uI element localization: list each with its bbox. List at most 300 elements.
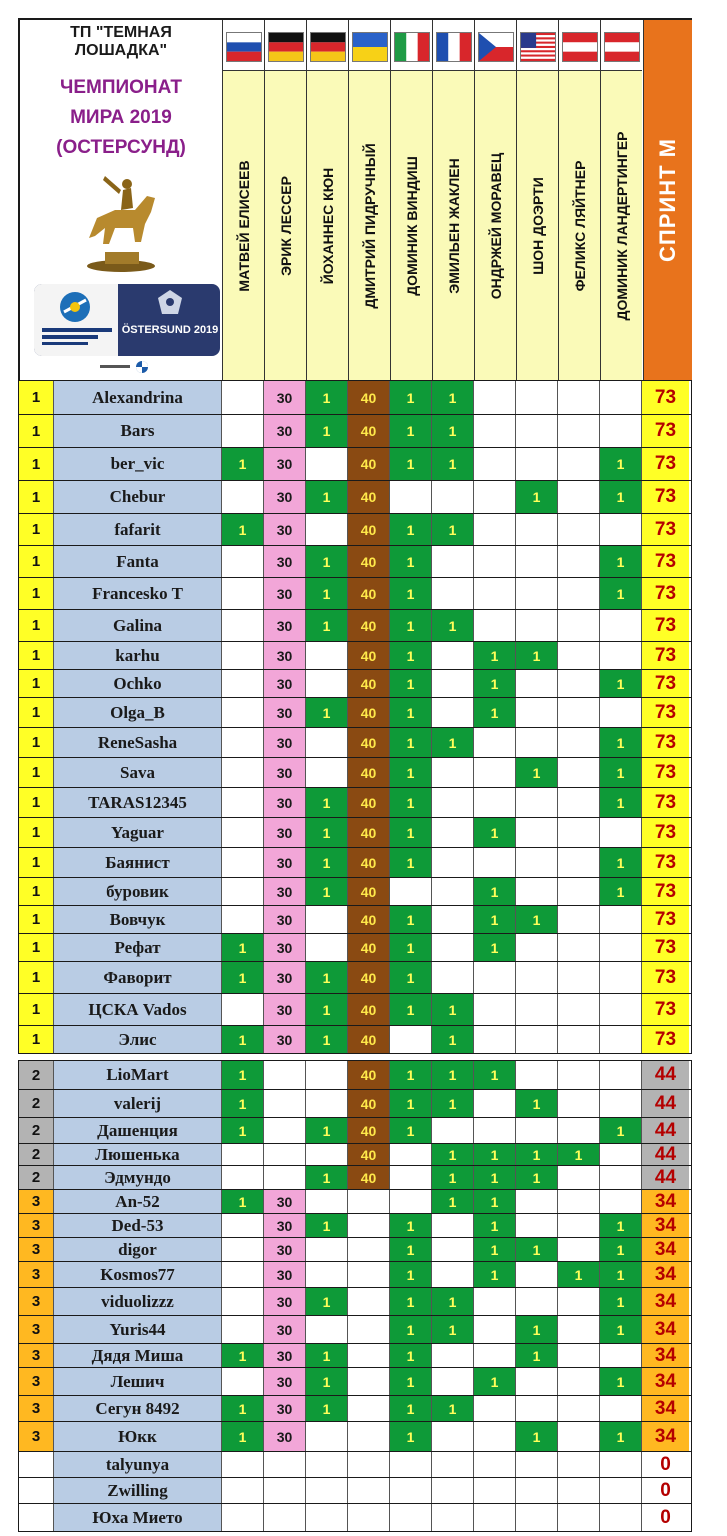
participant-name: Эдмундо: [54, 1166, 222, 1189]
empty-pick-cell: [222, 1166, 264, 1189]
table-row: [18, 514, 692, 546]
total-points: 34: [642, 1396, 689, 1421]
total-points: 34: [642, 1238, 689, 1261]
pick-points-cell: 1: [306, 415, 348, 447]
rank-cell: 2: [19, 1166, 54, 1189]
empty-pick-cell: [306, 758, 348, 787]
empty-pick-cell: [600, 1478, 642, 1503]
pick-points-cell: 1: [432, 514, 474, 545]
empty-pick-cell: [264, 1061, 306, 1089]
empty-pick-cell: [600, 1452, 642, 1477]
total-points: 73: [642, 610, 689, 641]
total-points: 0: [642, 1452, 689, 1477]
empty-pick-cell: [516, 610, 558, 641]
table-row: [18, 1090, 692, 1118]
participant-name: valerij: [54, 1090, 222, 1117]
athlete-column-header: [516, 20, 558, 380]
athlete-column-header: [306, 20, 348, 380]
empty-pick-cell: [222, 610, 264, 641]
pick-points-cell: 30: [264, 1214, 306, 1237]
sprint-label: СПРИНТ М: [655, 138, 680, 262]
pick-points-cell: 30: [264, 1422, 306, 1451]
empty-pick-cell: [474, 1118, 516, 1143]
pick-points-cell: 30: [264, 962, 306, 993]
athlete-name: ОНДРЖЕЙ МОРАВЕЦ: [487, 152, 504, 299]
empty-pick-cell: [222, 878, 264, 905]
participant-name: Вовчук: [54, 906, 222, 933]
empty-pick-cell: [516, 878, 558, 905]
table-row: [18, 1214, 692, 1238]
athlete-name: ЭРИК ЛЕССЕР: [277, 175, 294, 276]
participant-name: talyunya: [54, 1452, 222, 1477]
flag-fr-icon: [436, 32, 472, 62]
empty-pick-cell: [432, 1262, 474, 1287]
pick-points-cell: 1: [390, 1061, 432, 1089]
empty-pick-cell: [474, 415, 516, 447]
pick-points-cell: 1: [474, 698, 516, 727]
rank-cell: 1: [19, 1026, 54, 1053]
empty-pick-cell: [348, 1504, 390, 1531]
pick-points-cell: 40: [348, 848, 390, 877]
athlete-name-cell: [433, 70, 474, 380]
pick-points-cell: 30: [264, 934, 306, 961]
table-row: [18, 698, 692, 728]
empty-pick-cell: [222, 788, 264, 817]
empty-pick-cell: [222, 728, 264, 757]
empty-pick-cell: [516, 546, 558, 577]
pick-points-cell: 40: [348, 381, 390, 414]
athlete-column-header: [222, 20, 264, 380]
rank-cell: 3: [19, 1368, 54, 1395]
pick-points-cell: 40: [348, 962, 390, 993]
pick-points-cell: 1: [516, 1090, 558, 1117]
participant-name: Ochko: [54, 670, 222, 697]
empty-pick-cell: [516, 1368, 558, 1395]
participant-name: Francesko T: [54, 578, 222, 609]
table-row: [18, 481, 692, 514]
rank-cell: 2: [19, 1144, 54, 1165]
empty-pick-cell: [306, 1061, 348, 1089]
table-row: [18, 1262, 692, 1288]
empty-pick-cell: [558, 1166, 600, 1189]
empty-pick-cell: [558, 728, 600, 757]
empty-pick-cell: [558, 698, 600, 727]
empty-pick-cell: [516, 1214, 558, 1237]
total-points: 73: [642, 962, 689, 993]
empty-pick-cell: [516, 962, 558, 993]
empty-pick-cell: [558, 1316, 600, 1343]
horse-statue-icon: [75, 166, 167, 274]
total-points: 73: [642, 670, 689, 697]
pick-points-cell: 1: [390, 1214, 432, 1237]
ibu-logo-icon: [58, 290, 92, 324]
pick-points-cell: 1: [306, 818, 348, 847]
rank-cell: 1: [19, 728, 54, 757]
rank-cell: 3: [19, 1396, 54, 1421]
participant-name: karhu: [54, 642, 222, 669]
empty-pick-cell: [516, 578, 558, 609]
pick-points-cell: 1: [306, 1166, 348, 1189]
empty-pick-cell: [306, 1262, 348, 1287]
empty-pick-cell: [600, 1026, 642, 1053]
pick-points-cell: 1: [600, 670, 642, 697]
empty-pick-cell: [432, 1214, 474, 1237]
empty-pick-cell: [600, 1144, 642, 1165]
empty-pick-cell: [474, 1478, 516, 1503]
pick-points-cell: 30: [264, 698, 306, 727]
participant-name: Дашенция: [54, 1118, 222, 1143]
flag-ru-icon: [226, 32, 262, 62]
athlete-column-header: [558, 20, 600, 380]
pick-points-cell: 1: [432, 381, 474, 414]
rank-cell: 1: [19, 670, 54, 697]
empty-pick-cell: [306, 906, 348, 933]
empty-pick-cell: [600, 1504, 642, 1531]
pick-points-cell: 1: [516, 642, 558, 669]
table-row: [18, 818, 692, 848]
pick-points-cell: 1: [306, 1214, 348, 1237]
pick-points-cell: 1: [390, 994, 432, 1025]
table-row: [18, 1118, 692, 1144]
pick-points-cell: 1: [474, 906, 516, 933]
empty-pick-cell: [516, 1262, 558, 1287]
pick-points-cell: 1: [474, 1368, 516, 1395]
empty-pick-cell: [558, 994, 600, 1025]
pick-points-cell: 1: [306, 994, 348, 1025]
empty-pick-cell: [264, 1090, 306, 1117]
empty-pick-cell: [600, 994, 642, 1025]
pick-points-cell: 1: [390, 1344, 432, 1367]
empty-pick-cell: [516, 788, 558, 817]
pick-points-cell: 1: [432, 1090, 474, 1117]
participant-name: Лешич: [54, 1368, 222, 1395]
empty-pick-cell: [558, 381, 600, 414]
empty-pick-cell: [348, 1452, 390, 1477]
pick-points-cell: 1: [306, 848, 348, 877]
empty-pick-cell: [474, 1344, 516, 1367]
empty-pick-cell: [222, 698, 264, 727]
total-points: 34: [642, 1344, 689, 1367]
empty-pick-cell: [348, 1190, 390, 1213]
rank-cell: 1: [19, 818, 54, 847]
empty-pick-cell: [432, 1118, 474, 1143]
empty-pick-cell: [558, 1090, 600, 1117]
empty-pick-cell: [222, 758, 264, 787]
empty-pick-cell: [222, 1452, 264, 1477]
total-points: 73: [642, 642, 689, 669]
table-row: [18, 788, 692, 818]
pick-points-cell: 40: [348, 610, 390, 641]
empty-pick-cell: [558, 415, 600, 447]
pick-points-cell: 1: [432, 994, 474, 1025]
empty-pick-cell: [474, 578, 516, 609]
empty-pick-cell: [264, 1118, 306, 1143]
rank-cell: 1: [19, 415, 54, 447]
pick-points-cell: 1: [390, 848, 432, 877]
pick-points-cell: 1: [222, 1396, 264, 1421]
athlete-name-cell: [517, 70, 558, 380]
pick-points-cell: 1: [432, 1288, 474, 1315]
pick-points-cell: 1: [306, 578, 348, 609]
empty-pick-cell: [432, 818, 474, 847]
pick-points-cell: 40: [348, 994, 390, 1025]
empty-pick-cell: [558, 1422, 600, 1451]
pick-points-cell: 1: [306, 1118, 348, 1143]
pick-points-cell: 30: [264, 481, 306, 513]
empty-pick-cell: [558, 1061, 600, 1089]
pick-points-cell: 30: [264, 546, 306, 577]
table-row: [18, 758, 692, 788]
total-points: 34: [642, 1288, 689, 1315]
pick-points-cell: 40: [348, 878, 390, 905]
empty-pick-cell: [600, 1396, 642, 1421]
empty-pick-cell: [264, 1166, 306, 1189]
empty-pick-cell: [516, 381, 558, 414]
athlete-column-header: [432, 20, 474, 380]
championship-logo: [34, 284, 220, 356]
pick-points-cell: 1: [432, 415, 474, 447]
empty-pick-cell: [516, 415, 558, 447]
pick-points-cell: 40: [348, 578, 390, 609]
table-row: [18, 1190, 692, 1214]
empty-pick-cell: [348, 1396, 390, 1421]
empty-pick-cell: [306, 1090, 348, 1117]
athlete-name: ЙОХАННЕС КЮН: [319, 167, 336, 284]
pick-points-cell: 1: [600, 878, 642, 905]
participant-name: Alexandrina: [54, 381, 222, 414]
pick-points-cell: 40: [348, 514, 390, 545]
empty-pick-cell: [474, 848, 516, 877]
pick-points-cell: 1: [432, 448, 474, 480]
empty-pick-cell: [558, 788, 600, 817]
empty-pick-cell: [222, 415, 264, 447]
empty-pick-cell: [516, 514, 558, 545]
participant-name: Fanta: [54, 546, 222, 577]
pick-points-cell: 1: [474, 878, 516, 905]
empty-pick-cell: [222, 481, 264, 513]
empty-pick-cell: [600, 415, 642, 447]
participant-name: Элис: [54, 1026, 222, 1053]
empty-pick-cell: [558, 1478, 600, 1503]
pick-points-cell: 1: [432, 1026, 474, 1053]
pick-points-cell: 30: [264, 994, 306, 1025]
rank-cell: 1: [19, 642, 54, 669]
pick-points-cell: 1: [432, 1396, 474, 1421]
empty-pick-cell: [558, 1026, 600, 1053]
empty-pick-cell: [390, 878, 432, 905]
total-points: 73: [642, 481, 689, 513]
pick-points-cell: 1: [390, 962, 432, 993]
ostersund-emblem-icon: [152, 288, 188, 318]
pick-points-cell: 1: [390, 1422, 432, 1451]
athlete-name: ДОМИНИК ЛАНДЕРТИНГЕР: [613, 130, 630, 321]
pick-points-cell: 1: [516, 1344, 558, 1367]
pick-points-cell: 1: [600, 1238, 642, 1261]
empty-pick-cell: [474, 1026, 516, 1053]
total-points: 73: [642, 415, 689, 447]
total-points: 73: [642, 934, 689, 961]
empty-pick-cell: [474, 994, 516, 1025]
empty-pick-cell: [222, 1504, 264, 1531]
participant-name: Sava: [54, 758, 222, 787]
table-row: [18, 1288, 692, 1316]
athlete-name: МАТВЕЙ ЕЛИСЕЕВ: [235, 159, 252, 292]
rank-cell: 1: [19, 848, 54, 877]
participant-name: ber_vic: [54, 448, 222, 480]
empty-pick-cell: [432, 848, 474, 877]
empty-pick-cell: [390, 481, 432, 513]
pick-points-cell: 1: [474, 934, 516, 961]
rank-cell: 3: [19, 1422, 54, 1451]
empty-pick-cell: [348, 1288, 390, 1315]
pick-points-cell: 1: [600, 546, 642, 577]
pick-points-cell: 30: [264, 1026, 306, 1053]
total-points: 0: [642, 1478, 689, 1503]
empty-pick-cell: [516, 670, 558, 697]
empty-pick-cell: [222, 1238, 264, 1261]
pick-points-cell: 30: [264, 1368, 306, 1395]
rank-cell: 1: [19, 578, 54, 609]
pick-points-cell: 1: [516, 1316, 558, 1343]
pick-points-cell: 30: [264, 1190, 306, 1213]
empty-pick-cell: [222, 818, 264, 847]
empty-pick-cell: [516, 1288, 558, 1315]
total-points: 73: [642, 546, 689, 577]
rank-cell: 3: [19, 1238, 54, 1261]
title-line-2: ЛОШАДКА": [74, 42, 168, 59]
pick-points-cell: 1: [600, 728, 642, 757]
total-points: 73: [642, 578, 689, 609]
pick-points-cell: 1: [600, 1316, 642, 1343]
participant-name: Olga_B: [54, 698, 222, 727]
rank-cell: [19, 1504, 54, 1531]
empty-pick-cell: [222, 1368, 264, 1395]
empty-pick-cell: [558, 1238, 600, 1261]
empty-pick-cell: [558, 1344, 600, 1367]
pick-points-cell: 1: [306, 381, 348, 414]
rank-cell: 2: [19, 1061, 54, 1089]
participant-name: Yuris44: [54, 1316, 222, 1343]
total-points: 0: [642, 1504, 689, 1531]
total-points: 73: [642, 728, 689, 757]
empty-pick-cell: [558, 610, 600, 641]
pick-points-cell: 1: [516, 1144, 558, 1165]
pick-points-cell: 30: [264, 848, 306, 877]
empty-pick-cell: [348, 1316, 390, 1343]
pick-points-cell: 30: [264, 1238, 306, 1261]
pick-points-cell: 1: [306, 1288, 348, 1315]
empty-pick-cell: [474, 788, 516, 817]
pick-points-cell: 1: [474, 1166, 516, 1189]
empty-pick-cell: [306, 1316, 348, 1343]
total-points: 44: [642, 1061, 689, 1089]
pick-points-cell: 1: [390, 698, 432, 727]
rank-cell: 3: [19, 1288, 54, 1315]
empty-pick-cell: [600, 1061, 642, 1089]
table-row: [18, 1316, 692, 1344]
pick-points-cell: 40: [348, 934, 390, 961]
pick-points-cell: 1: [432, 1144, 474, 1165]
pick-points-cell: 40: [348, 1026, 390, 1053]
empty-pick-cell: [516, 1190, 558, 1213]
empty-pick-cell: [432, 481, 474, 513]
rank-cell: 1: [19, 758, 54, 787]
empty-pick-cell: [474, 1288, 516, 1315]
empty-pick-cell: [432, 642, 474, 669]
table-row: [18, 1166, 692, 1190]
athlete-column-header: [348, 20, 390, 380]
rank-cell: 2: [19, 1118, 54, 1143]
participant-name: ЦСКА Vados: [54, 994, 222, 1025]
total-points: 44: [642, 1090, 689, 1117]
pick-points-cell: 1: [600, 448, 642, 480]
pick-points-cell: 30: [264, 728, 306, 757]
athlete-column-header: [474, 20, 516, 380]
participant-name: fafarit: [54, 514, 222, 545]
empty-pick-cell: [516, 848, 558, 877]
pick-points-cell: 1: [600, 578, 642, 609]
pick-points-cell: 30: [264, 1396, 306, 1421]
empty-pick-cell: [516, 994, 558, 1025]
total-points: 44: [642, 1166, 689, 1189]
rank-cell: 1: [19, 698, 54, 727]
pick-points-cell: 1: [390, 1288, 432, 1315]
pick-points-cell: 1: [222, 1190, 264, 1213]
empty-pick-cell: [348, 1214, 390, 1237]
title-block: [20, 20, 222, 380]
rank-cell: 3: [19, 1262, 54, 1287]
empty-pick-cell: [390, 1190, 432, 1213]
pick-points-cell: 1: [390, 381, 432, 414]
athlete-name: ШОН ДОЭРТИ: [529, 176, 546, 275]
empty-pick-cell: [558, 546, 600, 577]
pick-points-cell: 30: [264, 1262, 306, 1287]
pick-points-cell: 1: [222, 1344, 264, 1367]
empty-pick-cell: [306, 448, 348, 480]
empty-pick-cell: [432, 698, 474, 727]
pick-points-cell: 1: [222, 514, 264, 545]
pick-points-cell: 1: [390, 818, 432, 847]
empty-pick-cell: [558, 1118, 600, 1143]
participant-name: digor: [54, 1238, 222, 1261]
participant-name: Юкк: [54, 1422, 222, 1451]
pick-points-cell: 1: [390, 728, 432, 757]
pick-points-cell: 1: [390, 448, 432, 480]
pick-points-cell: 40: [348, 1118, 390, 1143]
athlete-name-cell: [265, 70, 306, 380]
empty-pick-cell: [432, 906, 474, 933]
pick-points-cell: 1: [516, 906, 558, 933]
pick-points-cell: 1: [390, 610, 432, 641]
rank-cell: 1: [19, 788, 54, 817]
pick-points-cell: 1: [516, 1422, 558, 1451]
empty-pick-cell: [558, 962, 600, 993]
empty-pick-cell: [432, 1422, 474, 1451]
empty-pick-cell: [516, 728, 558, 757]
participant-name: Люшенька: [54, 1144, 222, 1165]
pick-points-cell: 1: [306, 962, 348, 993]
pick-points-cell: 1: [390, 578, 432, 609]
table-row: [18, 610, 692, 642]
sponsor-logo-icon: [100, 360, 152, 374]
participant-name: Юха Мието: [54, 1504, 222, 1531]
pick-points-cell: 1: [474, 1190, 516, 1213]
pick-points-cell: 1: [474, 1061, 516, 1089]
pick-points-cell: 1: [432, 610, 474, 641]
pick-points-cell: 40: [348, 1144, 390, 1165]
table-row: [18, 380, 692, 415]
participant-name: Ded-53: [54, 1214, 222, 1237]
